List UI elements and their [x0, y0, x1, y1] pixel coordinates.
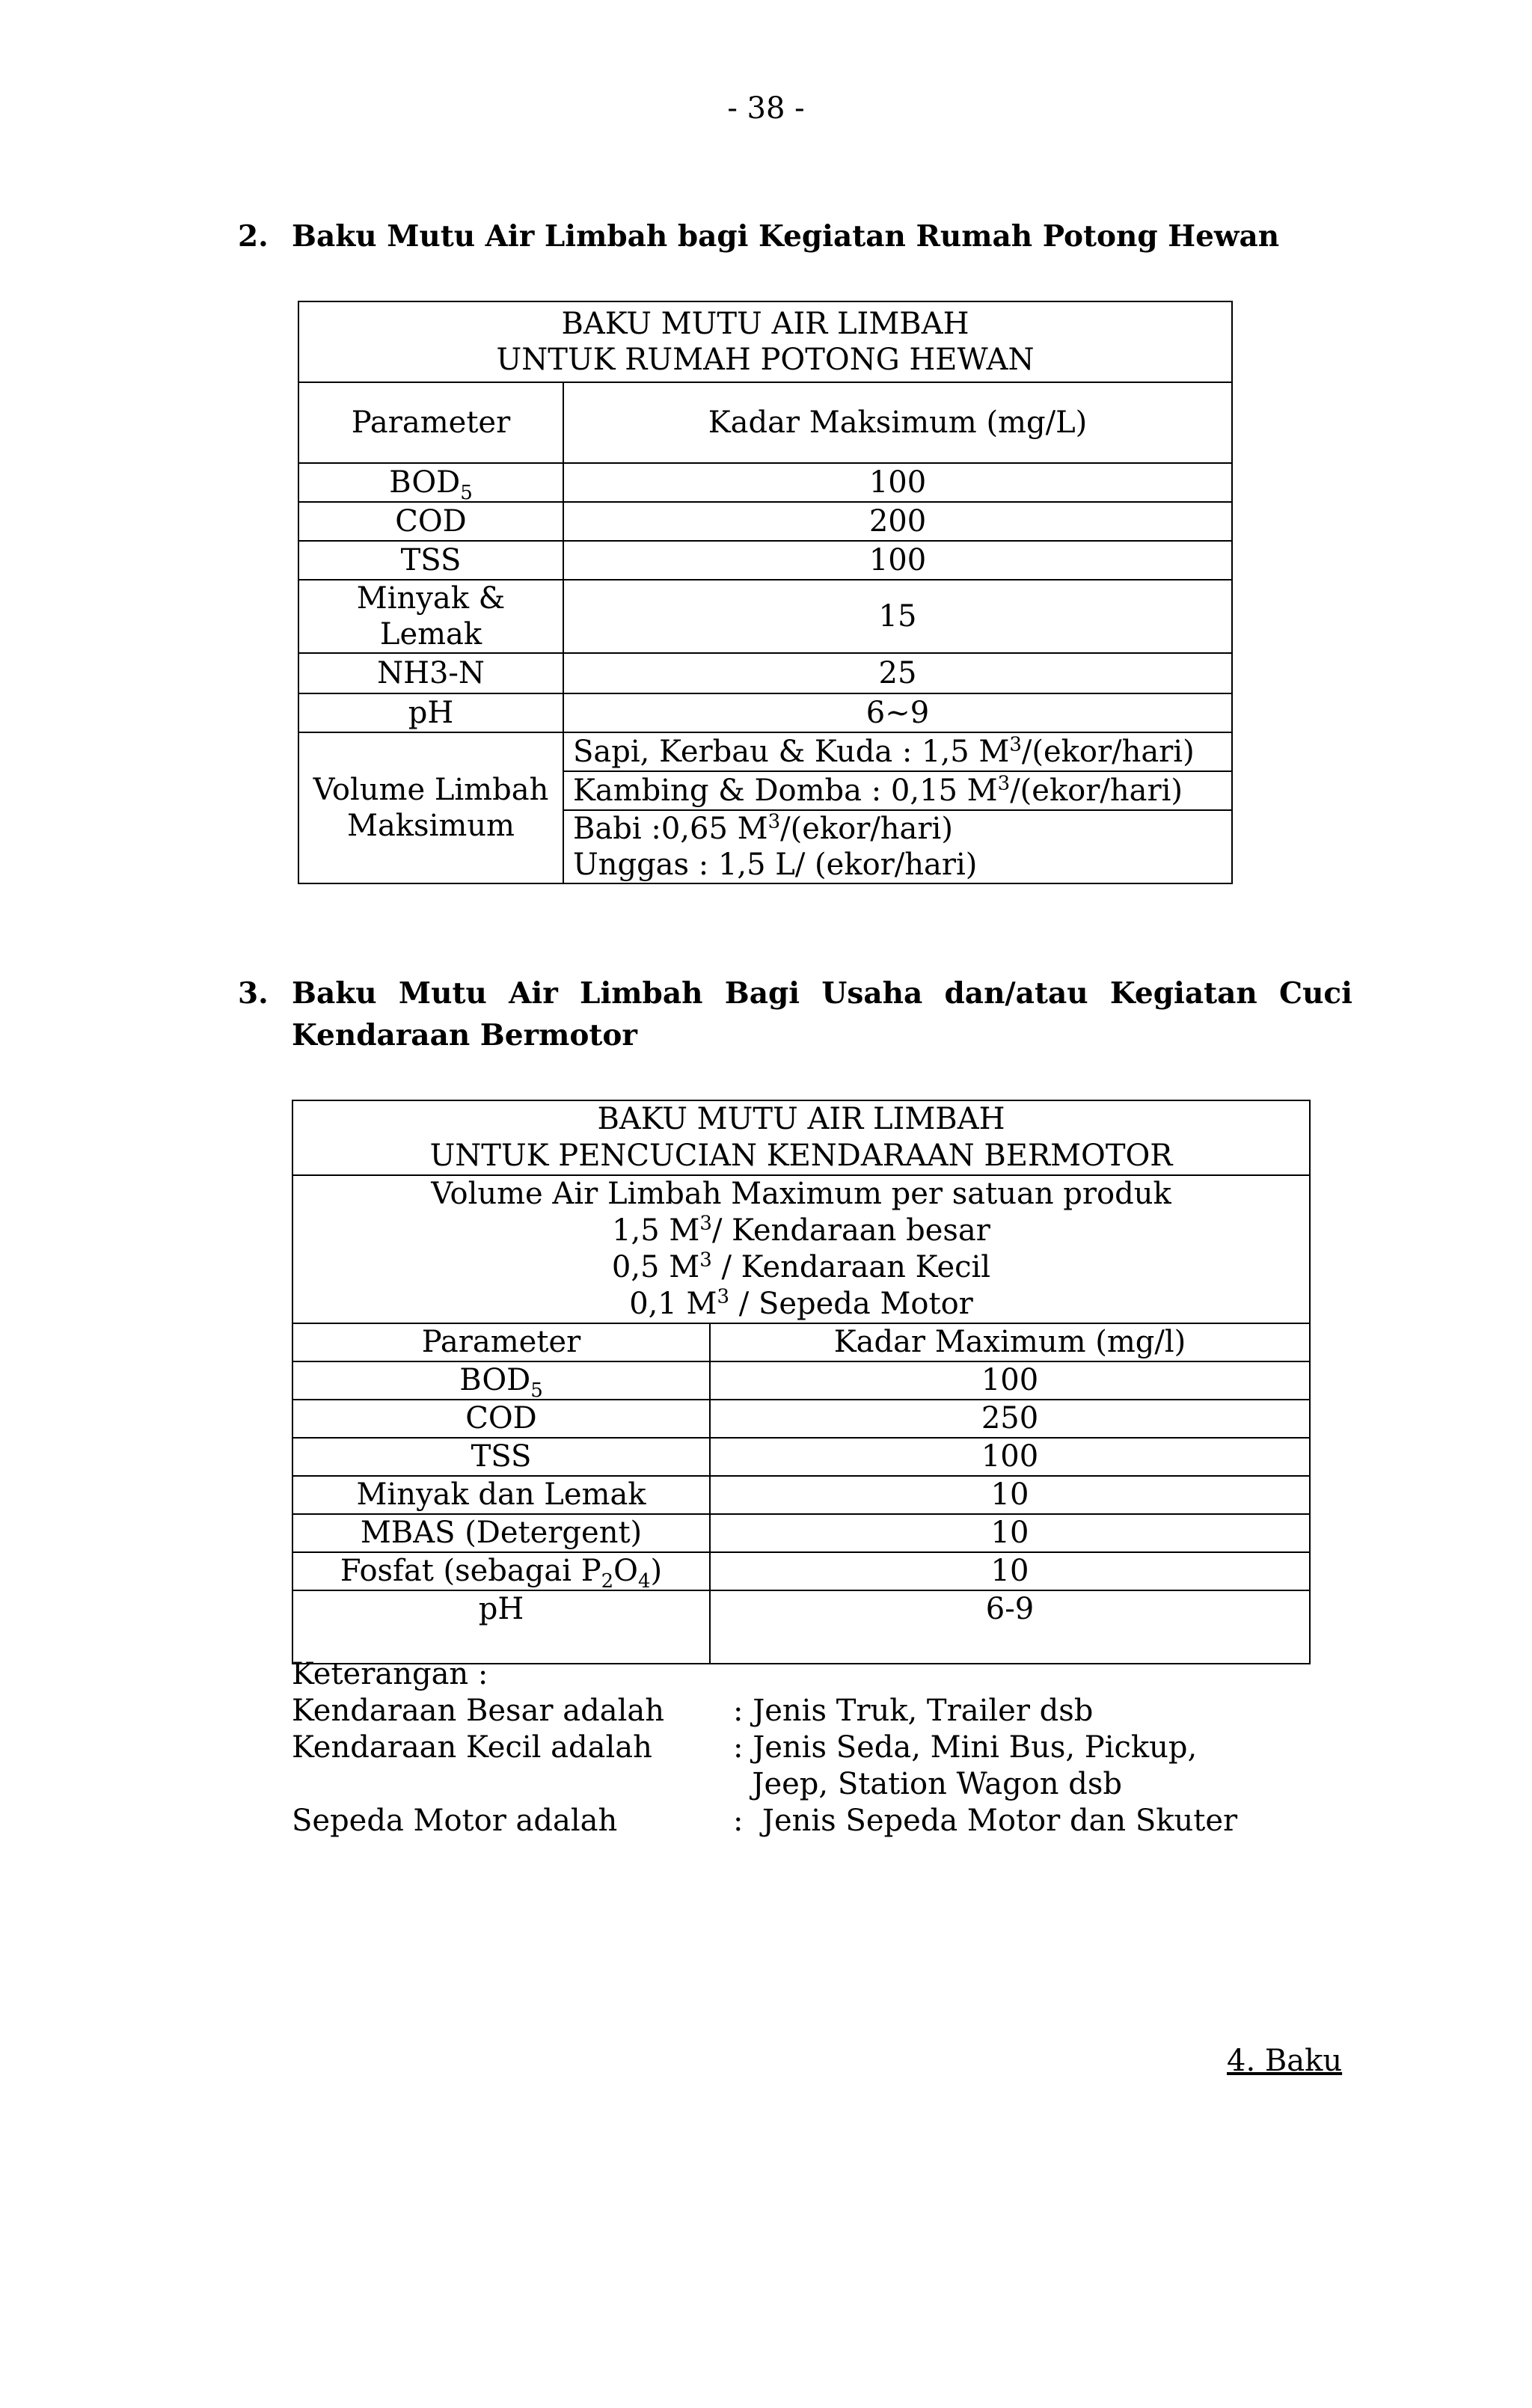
param-cell: NH3-N	[298, 653, 563, 693]
superscript: 3	[1009, 733, 1022, 756]
volume-unit: /(ekor/hari)	[1010, 773, 1183, 808]
table-header-row	[292, 1323, 1310, 1361]
note-label: Sepeda Motor adalah	[292, 1804, 618, 1838]
section-2-title: Baku Mutu Air Limbah bagi Kegiatan Rumah Potong Hewan	[292, 219, 1280, 254]
table-title	[298, 301, 1232, 382]
param-cell	[292, 1552, 710, 1593]
volume-label-line1: Volume Limbah	[313, 773, 549, 807]
note-label: Kendaraan Besar adalah	[292, 1694, 664, 1728]
volume-text: 1,5 M	[612, 1213, 700, 1248]
param-cell	[298, 463, 563, 502]
volume-unggas: Unggas : 1,5 L/ (ekor/hari)	[573, 848, 978, 882]
param-cell	[292, 1361, 710, 1400]
param-cell: MBAS (Detergent)	[292, 1514, 710, 1552]
volume-text: Kambing & Domba : 0,15 M	[573, 773, 998, 808]
volume-unit: / Kendaraan Kecil	[711, 1250, 991, 1284]
param-cell: Minyak dan Lemak	[292, 1476, 710, 1514]
volume-row	[298, 732, 1232, 771]
table-row	[292, 1514, 1310, 1552]
volume-text: 0,5 M	[611, 1250, 700, 1284]
table-row	[298, 541, 1232, 580]
param-line2: Lemak	[379, 617, 482, 652]
value-cell: 100	[563, 541, 1232, 580]
param-cell: TSS	[298, 541, 563, 580]
page-number: - 38 -	[727, 91, 805, 126]
param-name-end: )	[650, 1554, 663, 1588]
volume-unit: / Kendaraan besar	[711, 1213, 990, 1248]
table-row	[292, 1400, 1310, 1438]
volume-kendaraan-kecil	[302, 1249, 1300, 1286]
table-rumah-potong-hewan	[298, 301, 1233, 884]
value-cell: 100	[710, 1438, 1310, 1476]
param-cell: pH	[292, 1590, 710, 1664]
value-cell: 10	[710, 1514, 1310, 1552]
param-name: BOD	[389, 465, 461, 500]
column-header-parameter: Parameter	[298, 382, 563, 463]
volume-text: 0,1 M	[629, 1287, 717, 1321]
section-3-number: 3.	[238, 976, 269, 1011]
volume-info-row	[292, 1175, 1310, 1323]
table-row	[298, 653, 1232, 693]
notes-heading-text: Keterangan :	[292, 1657, 488, 1691]
param-cell: TSS	[292, 1438, 710, 1476]
param-subscript: 2	[601, 1570, 614, 1593]
volume-kambing	[563, 771, 1232, 810]
table-row	[298, 502, 1232, 541]
value-cell: 25	[563, 653, 1232, 693]
table-title	[292, 1100, 1310, 1175]
value-cell: 100	[710, 1361, 1310, 1400]
table-row	[292, 1361, 1310, 1400]
superscript: 3	[997, 772, 1011, 795]
table-title-row	[298, 301, 1232, 382]
volume-label	[298, 732, 563, 883]
section-2-number: 2.	[238, 219, 269, 254]
volume-text: Babi :0,65 M	[573, 812, 768, 846]
volume-sapi	[563, 732, 1232, 771]
param-subscript: 5	[530, 1379, 543, 1402]
table-row	[298, 580, 1232, 653]
table-title-line2: UNTUK PENCUCIAN KENDARAAN BERMOTOR	[429, 1139, 1173, 1173]
table-title-row	[292, 1100, 1310, 1175]
volume-kendaraan-besar	[302, 1213, 1300, 1249]
value-cell: 100	[563, 463, 1232, 502]
value-cell: 10	[710, 1552, 1310, 1590]
value-cell: 6-9	[710, 1590, 1310, 1664]
table-header-row	[298, 382, 1232, 463]
param-cell: pH	[298, 693, 563, 732]
param-line1: Minyak &	[356, 581, 506, 616]
param-cell	[298, 580, 563, 653]
param-cell: COD	[292, 1400, 710, 1438]
section-3-title-line1: Baku Mutu Air Limbah Bagi Usaha dan/atau Kegiatan Cuci	[292, 976, 1352, 1011]
column-header-parameter: Parameter	[292, 1323, 710, 1361]
param-subscript: 5	[460, 482, 473, 504]
table-row	[292, 1438, 1310, 1476]
volume-unit: / Sepeda Motor	[729, 1287, 973, 1321]
note-label: Kendaraan Kecil adalah	[292, 1730, 652, 1765]
volume-info	[292, 1175, 1310, 1323]
superscript: 3	[767, 810, 781, 833]
value-cell: 200	[563, 502, 1232, 541]
volume-label-line2: Maksimum	[347, 809, 515, 843]
volume-babi	[573, 811, 1222, 847]
column-header-kadar: Kadar Maximum (mg/l)	[710, 1323, 1310, 1361]
column-header-kadar: Kadar Maksimum (mg/L)	[563, 382, 1232, 463]
value-cell: 10	[710, 1476, 1310, 1514]
note-value-continued: Jeep, Station Wagon dsb	[733, 1767, 1122, 1801]
table-row	[298, 463, 1232, 502]
value-cell: 6~9	[563, 693, 1232, 732]
param-name-mid: O	[613, 1554, 638, 1588]
table-row	[292, 1590, 1310, 1664]
table-title-line1: BAKU MUTU AIR LIMBAH	[561, 307, 969, 341]
section-3-title-line2: Kendaraan Bermotor	[292, 1018, 637, 1053]
volume-unit: /(ekor/hari)	[1021, 735, 1195, 769]
note-value: : Jenis Sepeda Motor dan Skuter	[733, 1804, 1238, 1838]
volume-text: Sapi, Kerbau & Kuda : 1,5 M	[573, 735, 1010, 769]
param-subscript: 4	[637, 1570, 651, 1593]
table-row	[298, 693, 1232, 732]
value-cell: 15	[563, 580, 1232, 653]
superscript: 3	[717, 1285, 730, 1308]
param-name: Fosfat (sebagai P	[340, 1554, 601, 1588]
note-value: : Jenis Truk, Trailer dsb	[733, 1694, 1094, 1728]
value-cell: 250	[710, 1400, 1310, 1438]
param-cell: COD	[298, 502, 563, 541]
param-name: BOD	[459, 1363, 531, 1397]
table-row	[292, 1552, 1310, 1590]
table-title-line2: UNTUK RUMAH POTONG HEWAN	[496, 343, 1035, 377]
superscript: 3	[699, 1249, 712, 1272]
table-cuci-kendaraan	[292, 1100, 1311, 1664]
volume-info-heading: Volume Air Limbah Maximum per satuan produk	[431, 1177, 1171, 1211]
volume-sepeda-motor	[302, 1286, 1300, 1323]
note-value: : Jenis Seda, Mini Bus, Pickup,	[733, 1730, 1198, 1765]
table-title-line1: BAKU MUTU AIR LIMBAH	[597, 1102, 1005, 1136]
superscript: 3	[699, 1212, 712, 1235]
table-row	[292, 1476, 1310, 1514]
volume-unit: /(ekor/hari)	[780, 812, 953, 846]
next-page-reference: 4. Baku	[1227, 2044, 1343, 2078]
volume-babi-unggas	[563, 810, 1232, 883]
